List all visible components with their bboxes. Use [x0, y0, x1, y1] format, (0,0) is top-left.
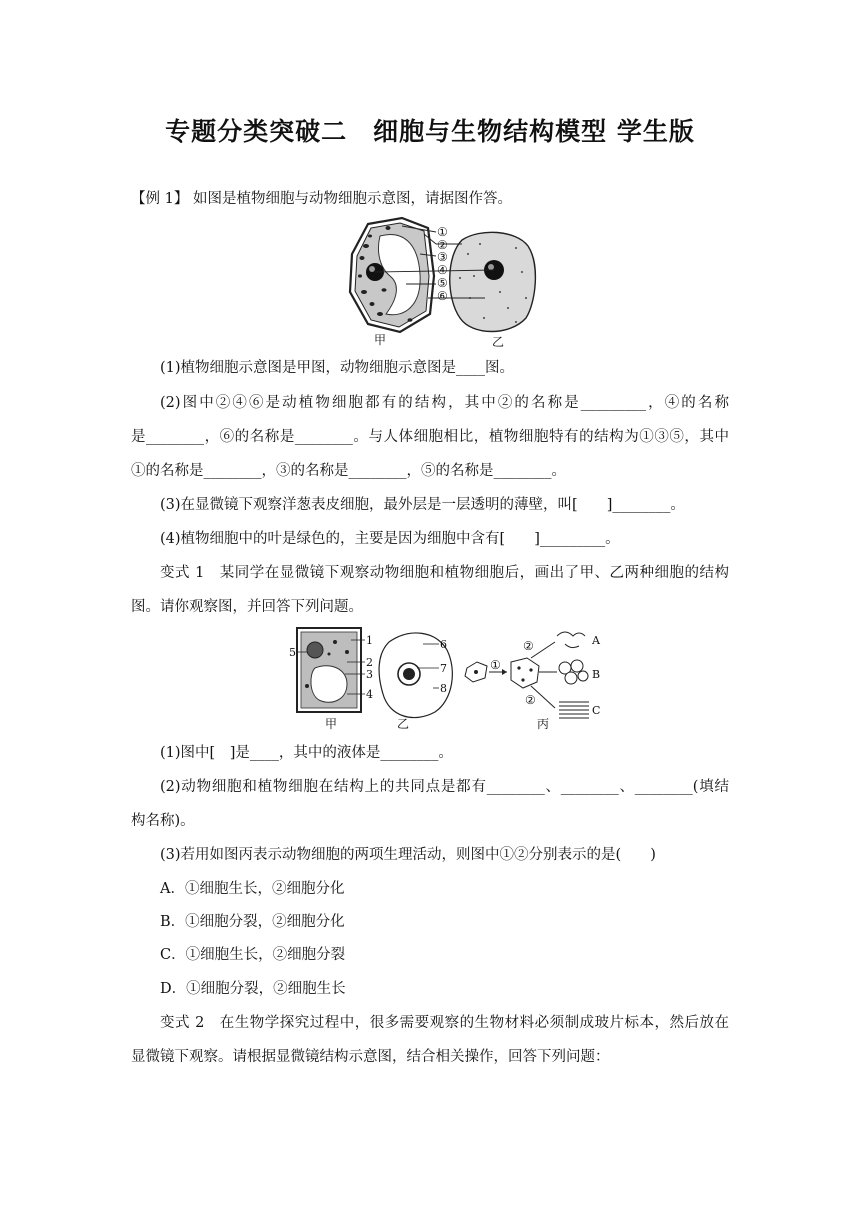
num-1: 1 [366, 634, 373, 647]
label-4: ④ [437, 263, 448, 277]
plant-cell-jia [297, 628, 361, 712]
example1-q2-line1: (2)图中②④⑥是动植物细胞都有的结构，其中②的名称是_________，④的名称 [160, 395, 729, 411]
variant1-intro-line1: 变式 1 某同学在显微镜下观察动物细胞和植物细胞后，画出了甲、乙两种细胞的结构 [160, 565, 729, 581]
caption-jia-2: 甲 [325, 717, 338, 731]
label-3: ③ [437, 250, 448, 264]
caption-bing: 丙 [537, 717, 550, 731]
caption-yi-2: 乙 [397, 717, 410, 731]
animal-cell [450, 232, 536, 331]
variant2-line1: 变式 2 在生物学探究过程中，很多需要观察的生物材料必须制成玻片标本，然后放在 [160, 1015, 729, 1031]
variant1-q3: (3)若用如图丙表示动物细胞的两项生理活动，则图中①②分别表示的是( ) [160, 847, 656, 863]
label-1: ① [437, 225, 448, 239]
num-7: 7 [440, 662, 447, 675]
num-4: 4 [366, 688, 373, 701]
example1-q4: (4)植物细胞中的叶是绿色的，主要是因为细胞中含有[ ]_________。 [160, 531, 620, 547]
process-label-2b: ② [525, 693, 536, 707]
example1-intro: 【例 1】 如图是植物细胞与动物细胞示意图，请据图作答。 [131, 191, 512, 207]
process-label-2a: ② [523, 639, 534, 653]
process-label-1: ① [490, 658, 501, 672]
variant1-intro-line2: 图。请你观察图，并回答下列问题。 [131, 599, 363, 615]
example1-q2-line3: ①的名称是________，③的名称是________，⑤的名称是________。 [131, 463, 566, 479]
variant2-line2: 显微镜下观察。请根据显微镜结构示意图，结合相关操作，回答下列问题： [131, 1049, 610, 1065]
label-5: ⑤ [437, 276, 448, 290]
tissue-c: C [592, 704, 601, 717]
label-6: ⑥ [437, 289, 448, 303]
num-2: 2 [366, 656, 373, 669]
cell-diagram-figure [340, 214, 545, 350]
plant-cell [350, 218, 434, 332]
label-2: ② [437, 238, 448, 252]
num-3: 3 [366, 668, 373, 681]
num-8: 8 [440, 682, 447, 695]
variant1-q2-line2: 构名称)。 [131, 813, 195, 829]
caption-yi: 乙 [492, 335, 505, 349]
option-d: D．①细胞分裂，②细胞生长 [160, 981, 346, 997]
example1-q2-line2: 是________，⑥的名称是________。与人体细胞相比，植物细胞特有的结构为①③⑤，其中 [131, 429, 729, 445]
variant1-figure [285, 622, 605, 734]
option-a: A．①细胞生长，②细胞分化 [160, 881, 345, 897]
option-b: B．①细胞分裂，②细胞分化 [160, 914, 345, 930]
caption-jia: 甲 [374, 333, 387, 347]
num-5: 5 [289, 646, 296, 659]
variant1-q1: (1)图中[ ]是____，其中的液体是________。 [160, 745, 453, 761]
page-title: 专题分类突破二 细胞与生物结构模型 学生版 [165, 117, 695, 146]
example1-q3: (3)在显微镜下观察洋葱表皮细胞，最外层是一层透明的薄壁，叫[ ]________。 [160, 497, 685, 513]
tissue-a: A [592, 634, 600, 647]
tissue-b: B [592, 668, 601, 681]
option-c: C．①细胞生长，②细胞分裂 [160, 947, 346, 963]
example1-q1: (1)植物细胞示意图是甲图，动物细胞示意图是____图。 [160, 360, 515, 376]
variant1-q2-line1: (2)动物细胞和植物细胞在结构上的共同点是都有________、________、________(填结 [160, 779, 729, 795]
num-6: 6 [440, 638, 447, 651]
